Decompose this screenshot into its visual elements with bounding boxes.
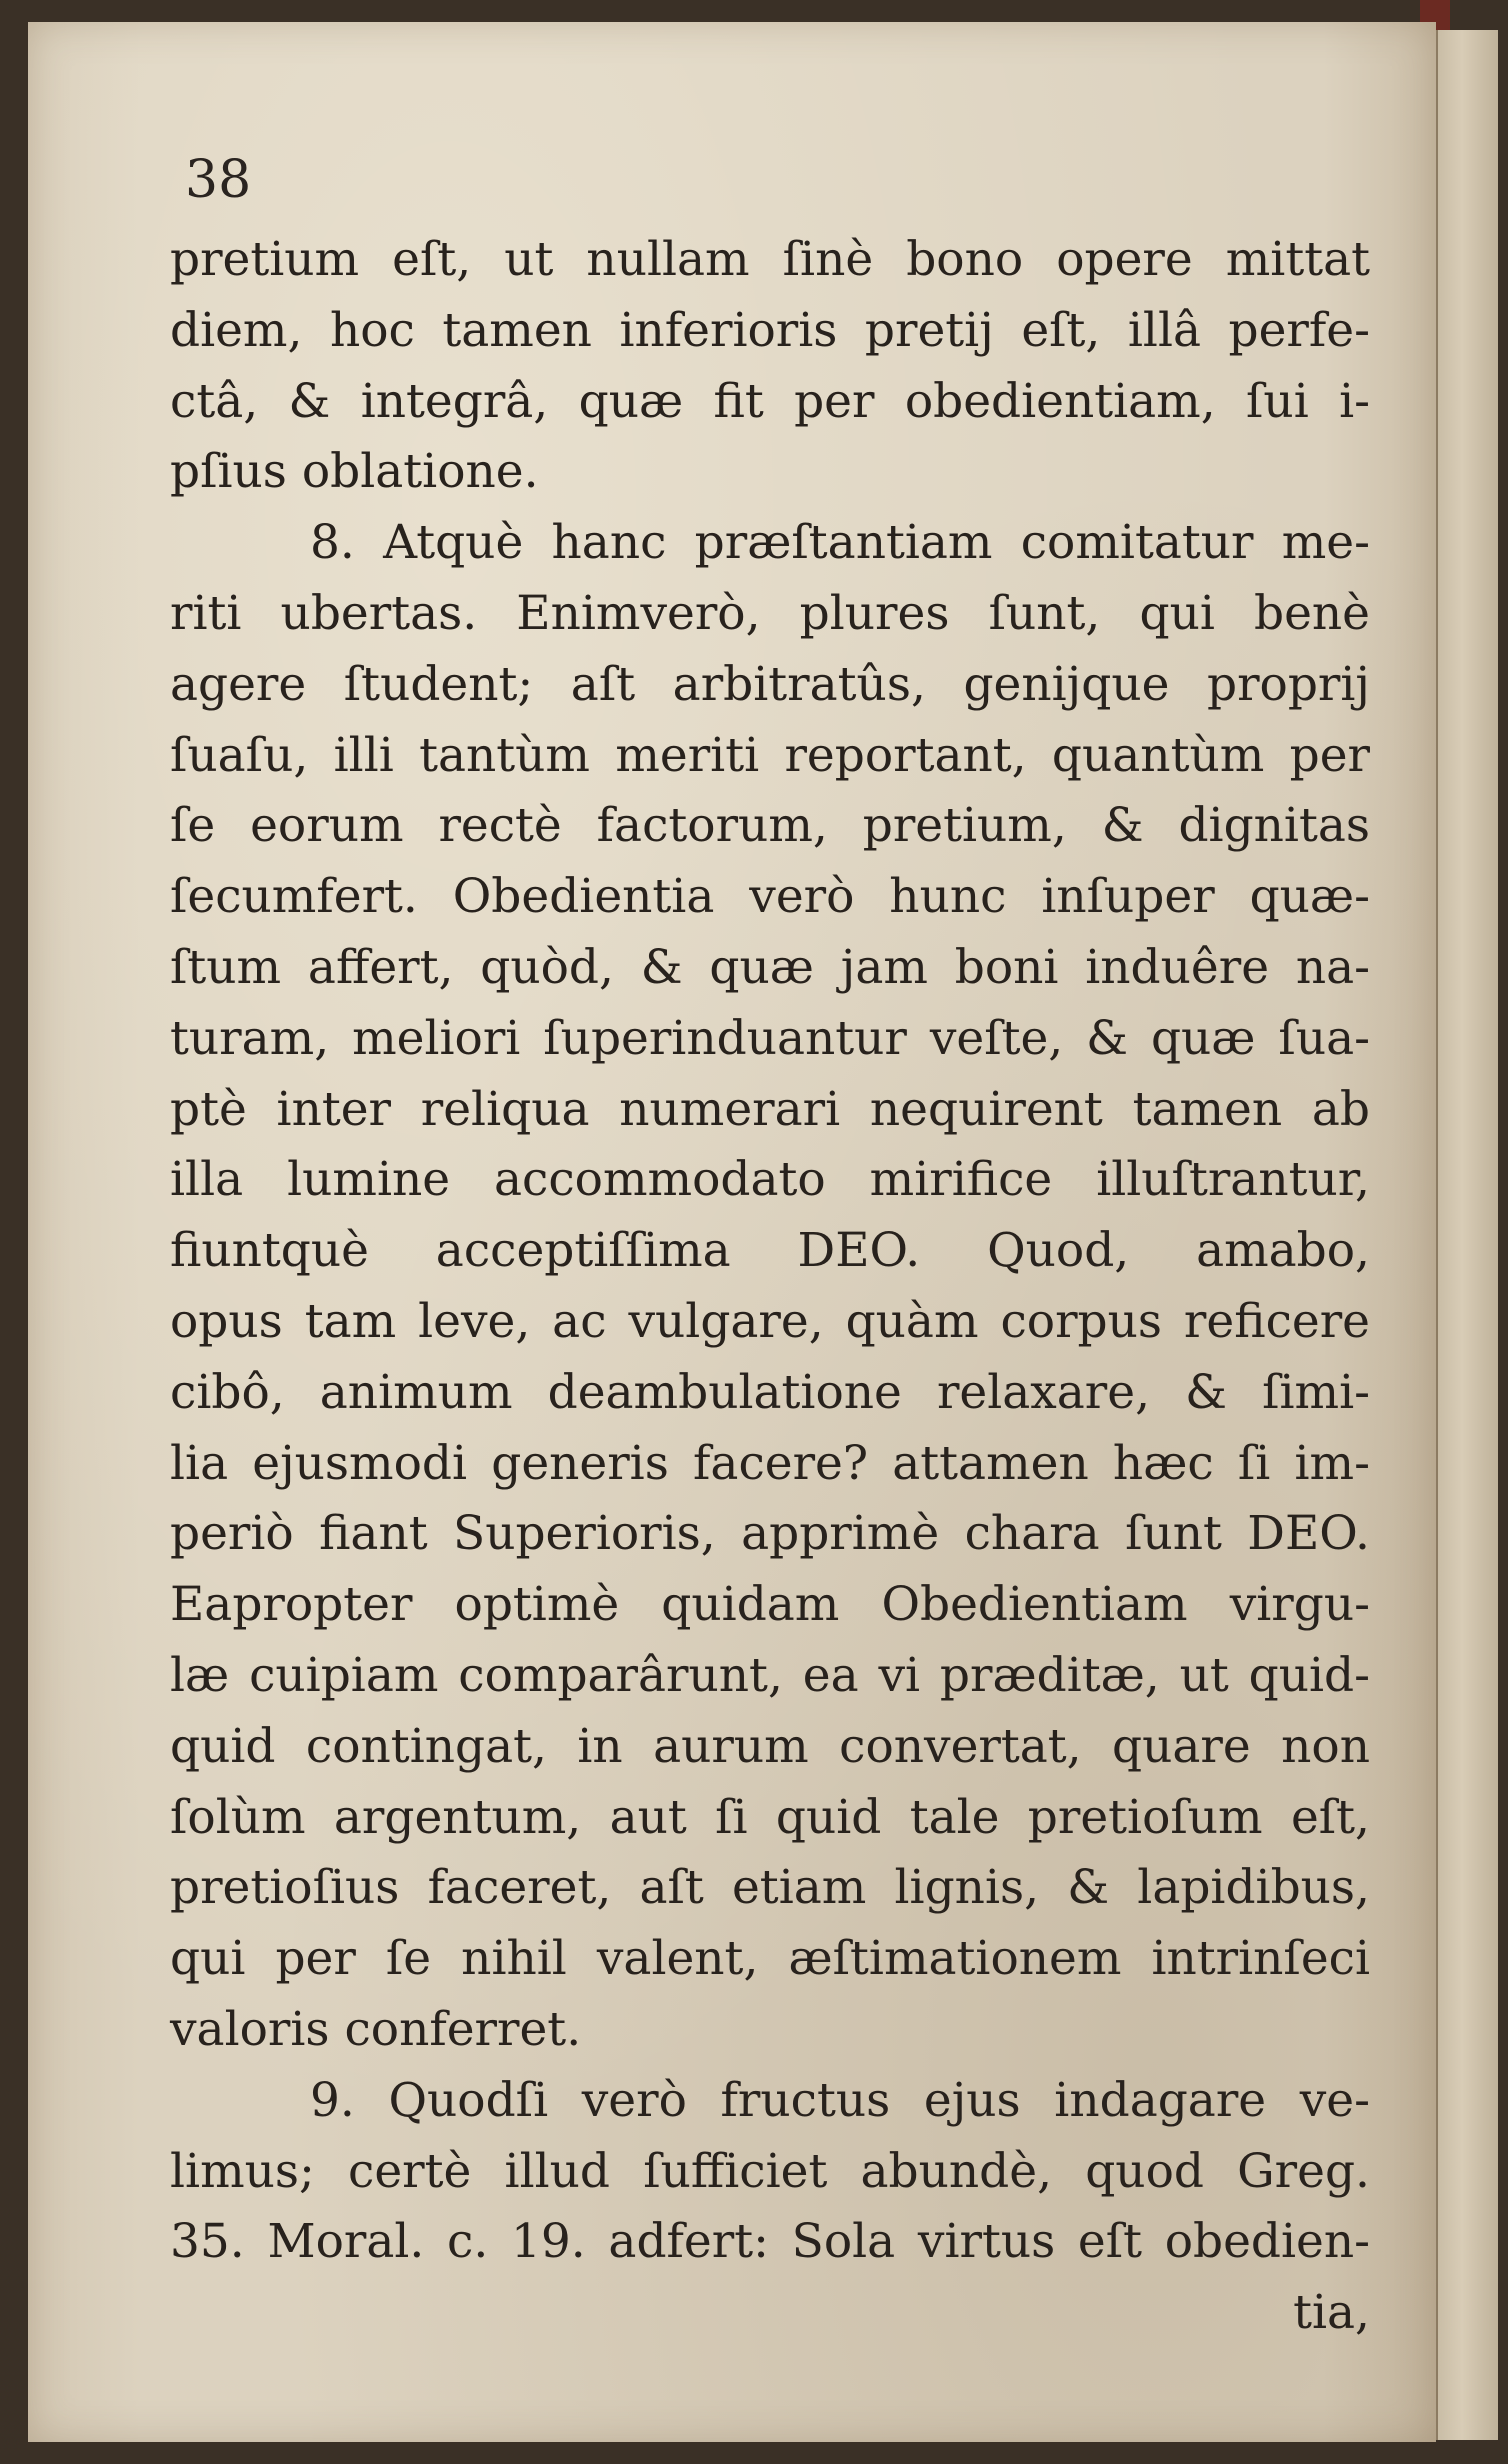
text-line: 35. Moral. c. 19. adfert: Sola virtus eſt obedien- [170,2214,1370,2270]
text-line: læ cuipiam comparârunt, ea vi præditæ, ut quid- [170,1647,1370,1703]
text-line: fiuntquè acceptiſſima DEO. Quod, amabo, [170,1223,1370,1279]
text-line: periò fiant Superioris, apprimè chara ſunt DEO. [170,1506,1370,1562]
text-line: pretioſius faceret, aſt etiam lignis, & lapidibus, [170,1860,1370,1916]
text-line: illa lumine accommodato mirifice illuſtrantur, [170,1152,1370,1208]
text-line: riti ubertas. Enimverò, plures ſunt, qui benè [170,585,1370,641]
text-line: ſe eorum rectè factorum, pretium, & dignitas [170,798,1370,854]
text-line: ſecumfert. Obedientia verò hunc inſuper quæ- [170,869,1370,925]
text-line: pſius oblatione. [170,444,539,500]
text-line: ptè inter reliqua numerari nequirent tamen ab [170,1081,1370,1137]
page-number: 38 [185,150,252,210]
text-line: Eapropter optimè quidam Obedientiam virgu- [170,1577,1370,1633]
text-line: ſuaſu, illi tantùm meriti reportant, quantùm per [170,727,1370,783]
text-line: ctâ, & integrâ, quæ fit per obedientiam, ſui i- [170,373,1370,429]
next-page-edge [1436,30,1498,2440]
body-text [170,225,1370,2349]
text-line: lia ejusmodi generis facere? attamen hæc ſi im- [170,1435,1370,1491]
text-line: quid contingat, in aurum convertat, quare non [170,1718,1370,1774]
text-line: cibô, animum deambulatione relaxare, & ſimi- [170,1364,1370,1420]
text-line: agere ſtudent; aſt arbitratûs, genijque proprij [170,656,1370,712]
text-line: ſolùm argentum, aut ſi quid tale pretioſum eſt, [170,1789,1370,1845]
text-line: turam, meliori ſuperinduantur veſte, & quæ ſua- [170,1010,1370,1066]
text-line: diem, hoc tamen inferioris pretij eſt, illâ perfe- [170,302,1370,358]
text-line: ſtum affert, quòd, & quæ jam boni induêre na- [170,939,1370,995]
text-line: 9. Quodſi verò fructus ejus indagare ve- [310,2072,1370,2128]
text-line: 8. Atquè hanc præſtantiam comitatur me- [310,515,1370,571]
text-line: pretium eſt, ut nullam ſinè bono opere mittat [170,232,1370,287]
text-line: valoris conferret. [170,2001,582,2057]
text-line: qui per ſe nihil valent, æſtimationem intrinſeci [170,1931,1370,1987]
text-line: opus tam leve, ac vulgare, quàm corpus reficere [170,1293,1370,1349]
text-line: limus; certè illud ſufficiet abundè, quod Greg. [170,2143,1370,2199]
text-line: tia, [1293,2285,1370,2341]
